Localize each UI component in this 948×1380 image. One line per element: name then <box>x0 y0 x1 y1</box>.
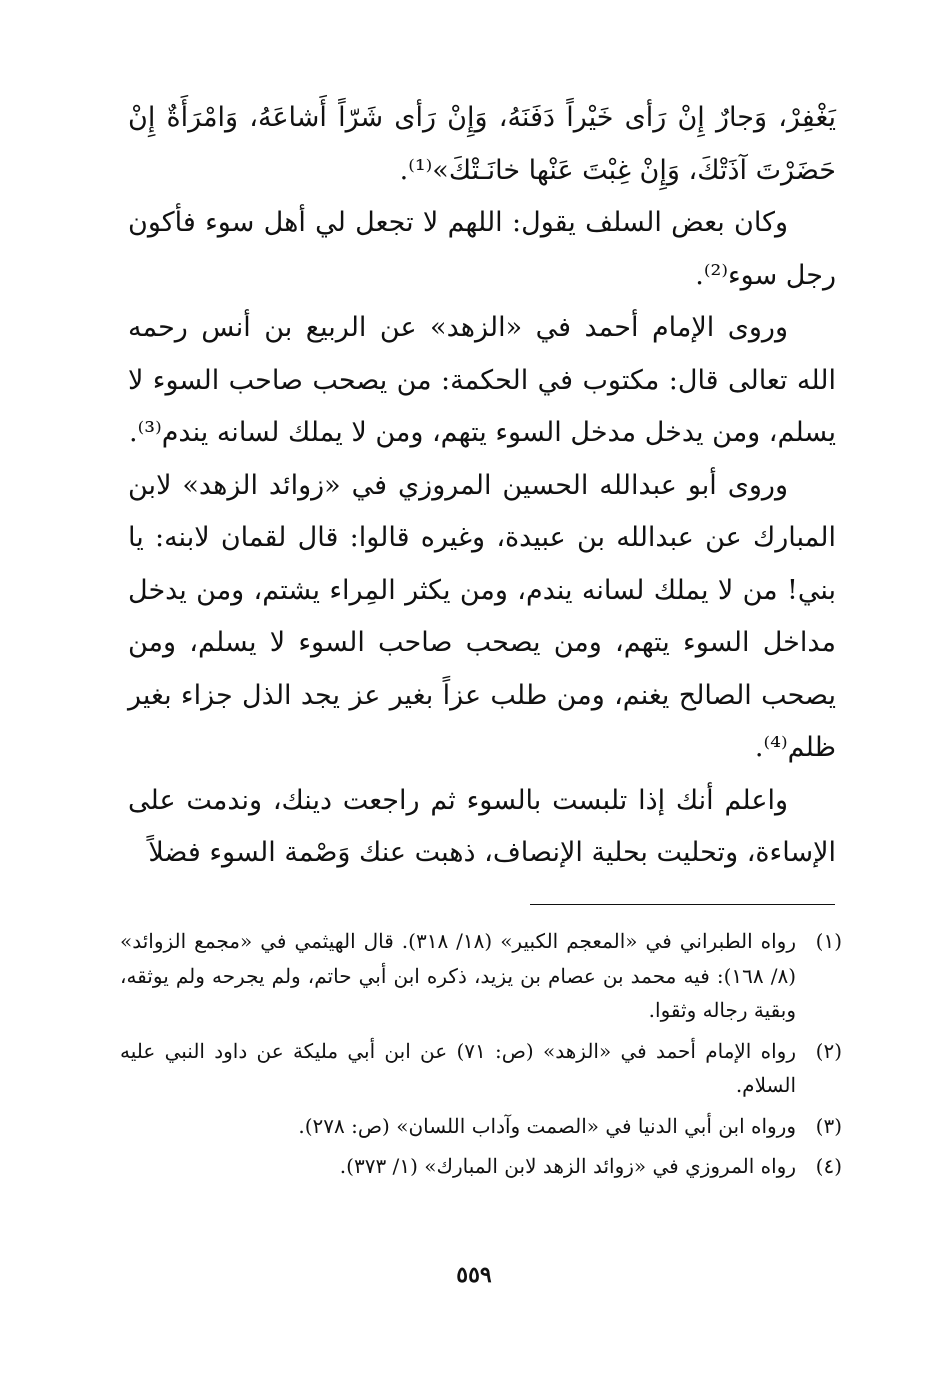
footnote-text: رواه المروزي في «زوائد الزهد لابن المبارك» (١/ ٣٧٣). <box>339 1154 796 1178</box>
main-text-body <box>128 92 836 880</box>
page-number: ٥٥٩ <box>456 1262 492 1288</box>
footnote-2 <box>120 1034 842 1103</box>
paragraph-continuation: يَغْفِرْ، وَجارٌ إِنْ رَأى خَيْراً دَفَنَهُ، وَإِنْ رَأى شَرّاً أَشاعَهُ، وَامْرَأَةٌ إِنْ حَضَرْتَ آذَتْكَ، وَإِنْ غِبْتَ عَنْها خانَـتْكَ»⁽¹⁾. <box>128 102 836 186</box>
footnote-text: رواه الطبراني في «المعجم الكبير» (١٨/ ٣١٨). قال الهيثمي في «مجمع الزوائد» (٨/ ١٦٨): فيه محمد بن عصام بن يزيد، ذكره ابن أبي حاتم، ولم يجرحه ولم يوثقه، وبقية رجاله وثقوا. <box>120 929 796 1022</box>
footnote-number: (٣) <box>815 1113 842 1138</box>
footnote-number: (٤) <box>815 1154 842 1178</box>
paragraph-marwazi: وروى أبو عبدالله الحسين المروزي في «زوائد الزهد» لابن المبارك عن عبدالله بن عبيدة، وغيره قالوا: قال لقمان لابنه: يا بني! من لا يملك لسانه يندم، ومن يكثر المِراء يشتم، ومن يدخل مداخل السوء يتهم، ومن يصحب صاحب السوء لا يسلم، ومن يصحب الصالح يغنم، ومن طلب عزاً بغير عز يجد الذل جزاء بغير ظلم⁽⁴⁾. <box>128 469 836 763</box>
footnote-number: (٢) <box>815 1038 842 1063</box>
footnote-text: ورواه ابن أبي الدنيا في «الصمت وآداب اللسان» (ص: ٢٧٨). <box>298 1113 796 1138</box>
footnote-4 <box>120 1149 842 1184</box>
footnote-divider <box>530 904 835 905</box>
footnotes-section <box>120 924 842 1190</box>
footnote-number: (١) <box>815 929 842 953</box>
paragraph-repentance: واعلم أنك إذا تلبست بالسوء ثم راجعت دينك، وندمت على الإساءة، وتحليت بحلية الإنصاف، ذهبت عنك وَصْمة السوء فضلاً <box>128 784 836 868</box>
paragraph-salaf-saying: وكان بعض السلف يقول: اللهم لا تجعل لي أهل سوء فأكون رجل سوء⁽²⁾. <box>128 207 836 291</box>
paragraph-imam-ahmad: وروى الإمام أحمد في «الزهد» عن الربيع بن أنس رحمه الله تعالى قال: مكتوب في الحكمة: من يصحب صاحب السوء لا يسلم، ومن يدخل مدخل السوء يتهم، ومن لا يملك لسانه يندم⁽³⁾. <box>128 312 836 448</box>
footnote-1 <box>120 924 842 1028</box>
footnote-3 <box>120 1109 842 1144</box>
footnote-text: رواه الإمام أحمد في «الزهد» (ص: ٧١) عن ابن أبي مليكة عن داود النبي عليه السلام. <box>120 1038 796 1097</box>
